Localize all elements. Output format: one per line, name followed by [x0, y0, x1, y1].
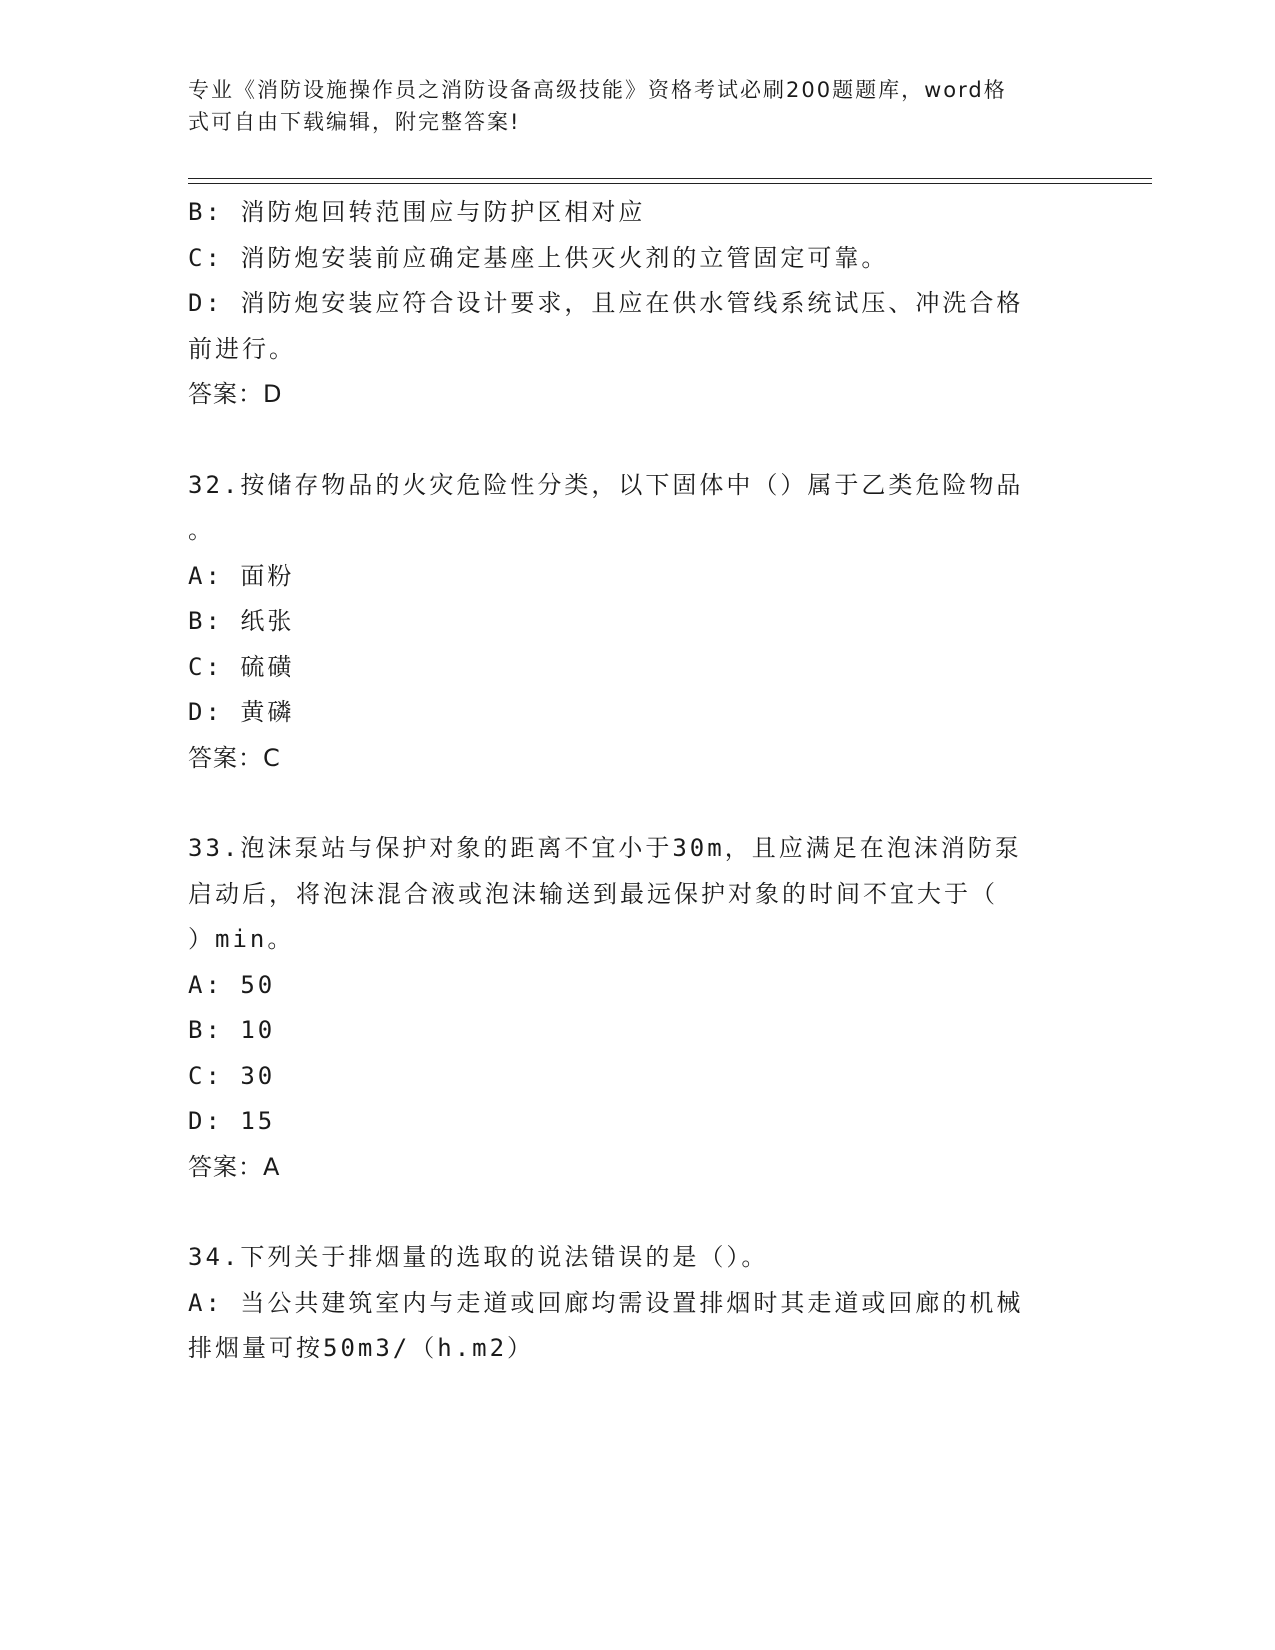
question-text-continued: 启动后，将泡沫混合液或泡沫输送到最远保护对象的时间不宜大于（: [188, 879, 998, 908]
question-text: 34.下列关于排烟量的选取的说法错误的是（）。: [188, 1243, 769, 1271]
question-33: [188, 826, 1088, 1190]
document-body: [188, 190, 1088, 1372]
option-d: D: 15: [188, 1107, 276, 1135]
spacer: [188, 418, 1088, 463]
header-line-1: 专业《消防设施操作员之消防设备高级技能》资格考试必刷200题题库，word格: [188, 78, 1007, 102]
document-header: [188, 74, 1068, 138]
option-a: A: 当公共建筑室内与走道或回廊均需设置排烟时其走道或回廊的机械: [188, 1288, 1024, 1317]
answer: 答案：D: [188, 380, 283, 408]
answer: 答案：C: [188, 743, 281, 772]
option-a: A: 50: [188, 970, 276, 999]
option-b: B: 消防炮回转范围应与防护区相对应: [188, 198, 646, 226]
header-divider-top: [188, 178, 1152, 179]
question-text-continued: ）min。: [188, 925, 295, 953]
option-a: A: 面粉: [188, 561, 295, 590]
option-b: B: 纸张: [188, 607, 295, 635]
option-c: C: 30: [188, 1061, 276, 1090]
option-c: C: 硫磺: [188, 652, 295, 681]
question-text: 33.泡沫泵站与保护对象的距离不宜小于30m，且应满足在泡沫消防泵: [188, 834, 1022, 862]
spacer: [188, 781, 1088, 826]
option-a-continued: 排烟量可按50m3/（h.m2）: [188, 1334, 535, 1362]
question-34: [188, 1235, 1088, 1372]
spacer: [188, 1190, 1088, 1235]
question-text-continued: 。: [188, 516, 215, 544]
question-text: 32.按储存物品的火灾危险性分类，以下固体中（）属于乙类危险物品: [188, 470, 1024, 499]
header-line-2: 式可自由下载编辑，附完整答案!: [188, 110, 521, 134]
option-d: D: 消防炮安装应符合设计要求，且应在供水管线系统试压、冲洗合格: [188, 289, 1024, 317]
option-d: D: 黄磷: [188, 698, 295, 726]
header-divider-bottom: [188, 183, 1152, 184]
question-32: [188, 463, 1088, 782]
option-d-continued: 前进行。: [188, 334, 296, 363]
answer: 答案：A: [188, 1152, 281, 1181]
option-b: B: 10: [188, 1016, 276, 1044]
option-c: C: 消防炮安装前应确定基座上供灭火剂的立管固定可靠。: [188, 243, 889, 272]
question-31-tail: [188, 190, 1088, 418]
